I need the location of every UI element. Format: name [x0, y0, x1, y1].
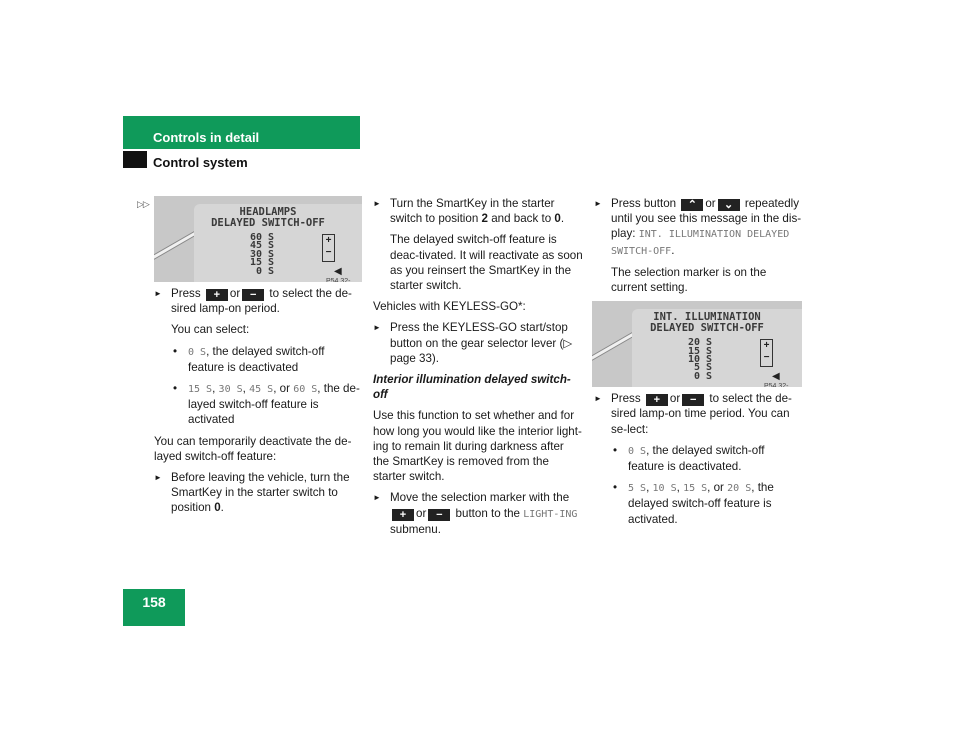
display-text: 0 S	[188, 346, 207, 358]
column-2	[373, 196, 583, 543]
display-value: 0 S	[250, 265, 275, 277]
display-text: 20 S	[727, 483, 752, 495]
step-text: Press	[171, 287, 201, 300]
instruction-step: ► Before leaving the vehicle, turn the SmartKey in the starter switch to position 0.	[154, 470, 362, 516]
display-values	[688, 339, 712, 381]
figure-code: P54.32-	[764, 383, 789, 388]
option-text: , the de-layed switch-off feature is activated	[188, 382, 360, 427]
step-text: or	[229, 287, 241, 300]
page-number: 158	[142, 594, 166, 610]
instruction-step: ► Turn the SmartKey in the starter switch to position 2 and back to 0.	[373, 196, 583, 226]
display-text: 60 S	[293, 384, 318, 396]
step-text: Press button	[611, 197, 677, 210]
display-text: 15 S	[188, 384, 213, 396]
plus-minus-icon: + −	[760, 339, 773, 367]
section-heading: Interior illumination delayed switch-off	[373, 373, 571, 402]
display-text: INT. ILLUMINATION DELAYED SWITCH-OFF	[611, 229, 790, 257]
display-screen	[632, 309, 802, 387]
arrow-up-key-icon: ⌃	[681, 199, 703, 211]
position-value: 0	[554, 212, 561, 226]
plus-minus-icon: + −	[322, 234, 335, 262]
step-text: to select the de-sired lamp-on period.	[171, 287, 352, 316]
arrow-down-key-icon: ⌄	[718, 199, 740, 211]
display-text: 0 S	[628, 445, 647, 457]
figure-code: P54.32-	[326, 278, 351, 282]
step-text: Move the selection marker with the	[390, 491, 570, 505]
minus-key-icon: −	[242, 289, 264, 301]
instruction-step	[594, 391, 802, 437]
step-text: Press	[611, 392, 641, 406]
display-line-2: DELAYED SWITCH-OFF	[650, 322, 764, 335]
display-line-2: DELAYED SWITCH-OFF	[211, 217, 325, 229]
option-item: • 15 S, 30 S, 45 S, or 60 S, the de-layed switch-off feature is activated	[154, 381, 362, 428]
selection-marker-icon: ◀	[772, 371, 780, 383]
instruction-step	[373, 490, 583, 537]
display-value: 45 S	[250, 240, 275, 252]
display-value: 15 S	[688, 345, 713, 357]
option-text: , the delayed switch-off feature is activated.	[628, 481, 774, 526]
plus-key-icon: +	[646, 394, 668, 406]
display-text: LIGHT-ING	[523, 508, 578, 520]
step-text: to select the de-sired lamp-on time period. You can se-lect:	[611, 392, 792, 436]
option-text: , or	[273, 382, 290, 396]
paragraph: The delayed switch-off feature is deac-tivated. It will reactivate as soon as you reinsert the SmartKey in the starter switch.	[390, 233, 583, 293]
step-text: and back to	[491, 212, 552, 226]
option-text: , or	[707, 481, 724, 495]
column-3	[594, 196, 802, 533]
option-item	[594, 443, 802, 474]
display-text: 15 S	[683, 483, 708, 495]
headlamps-display-image	[154, 196, 362, 282]
display-value: 60 S	[250, 232, 275, 243]
section-marker	[123, 151, 147, 168]
paragraph: The selection marker is on the current setting.	[611, 265, 767, 295]
instruction-step: ► Press the KEYLESS-GO start/stop button on the gear selector lever (▷ page 33).	[373, 320, 583, 366]
display-value: 5 S	[688, 362, 713, 374]
step-text: or	[705, 197, 716, 210]
continued-marker: ▷▷	[137, 199, 149, 209]
display-value: 15 S	[250, 257, 275, 269]
option-item: • 5 S, 10 S, 15 S, or 20 S, the delayed switch-off feature is activated.	[594, 480, 802, 527]
section-title: Control system	[153, 155, 248, 170]
plus-key-icon: +	[206, 289, 228, 301]
option-text: , the delayed switch-off feature is deactivated.	[628, 443, 765, 474]
display-value: 10 S	[688, 354, 713, 366]
step-text: button to the	[455, 506, 521, 520]
chapter-title: Controls in detail	[153, 130, 260, 145]
display-text: 5 S	[628, 483, 647, 495]
minus-key-icon: −	[682, 394, 704, 406]
interior-illumination-display-image	[592, 301, 802, 387]
minus-key-icon: −	[428, 509, 450, 521]
display-screen	[194, 204, 362, 282]
option-item	[154, 344, 362, 375]
step-text: submenu.	[390, 522, 441, 536]
option-text: , the delayed switch-off feature is deactivated	[188, 344, 325, 374]
step-text: repeatedly until you see this message in the dis-play:	[611, 197, 802, 241]
paragraph: You can temporarily deactivate the de-layed switch-off feature:	[154, 434, 352, 463]
display-value: 30 S	[250, 248, 275, 260]
display-line-1: INT. ILLUMINATION	[653, 311, 761, 324]
position-value: 2	[481, 212, 488, 226]
position-value: 0	[214, 501, 221, 515]
step-text: Before leaving the vehicle, turn the SmartKey in the starter switch to position	[171, 471, 350, 515]
display-text: 45 S	[249, 384, 274, 396]
paragraph: Vehicles with KEYLESS-GO*:	[373, 300, 526, 314]
selection-marker-icon: ◀	[334, 266, 342, 277]
display-values	[250, 234, 274, 276]
instruction-step	[154, 286, 362, 316]
display-text: 30 S	[218, 384, 243, 396]
paragraph: You can select:	[171, 323, 250, 337]
plus-key-icon: +	[392, 509, 414, 521]
instruction-step: ► Press button ⌃ or ⌄ repeatedly until you see this message in the dis-play: INT. ILLUMINATION DELAYED SWITCH-OFF.	[594, 196, 802, 259]
step-text: or	[669, 392, 681, 406]
display-line-1: HEADLAMPS	[239, 206, 297, 218]
step-text: or	[416, 506, 427, 520]
display-value: 0 S	[688, 370, 713, 382]
paragraph: Use this function to set whether and for how long you would like the interior light-ing to remain lit during darkness after the SmartKey is removed from the starter switch.	[373, 409, 582, 484]
display-value: 20 S	[688, 337, 713, 349]
column-1	[154, 196, 362, 522]
display-text: 10 S	[652, 483, 677, 495]
step-text: Turn the SmartKey in the starter switch to position	[390, 197, 555, 226]
